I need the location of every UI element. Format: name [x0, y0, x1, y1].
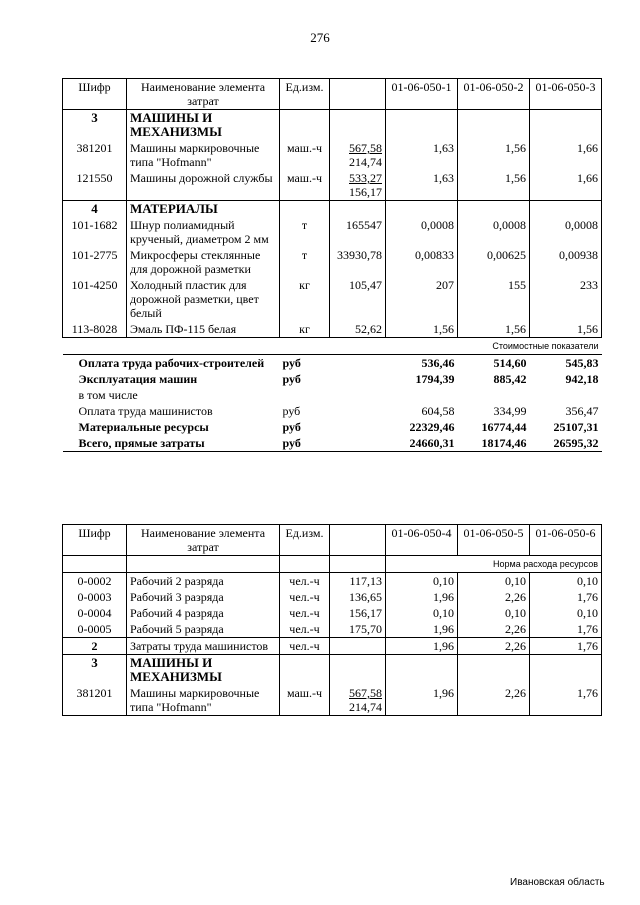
row-unit: т [280, 217, 330, 247]
row-value-2: 0,0008 [458, 217, 530, 247]
row-value-2: 1,56 [458, 140, 530, 170]
row-value-5: 2,26 [458, 685, 530, 716]
price-bottom: 214,74 [349, 155, 382, 169]
cost-value-3 [530, 387, 602, 403]
row-code: 113-8028 [63, 321, 127, 338]
cost-row [63, 435, 602, 452]
row-value-6: 1,76 [530, 621, 602, 638]
cost-name: Эксплуатация машин [78, 372, 198, 386]
cost-value-1 [386, 387, 458, 403]
resource-table-1 [62, 78, 602, 452]
cost-value-2: 514,60 [493, 356, 527, 370]
resource-table-2 [62, 524, 602, 716]
row-name: Рабочий 4 разряда [127, 605, 280, 621]
row-value-1: 1,56 [386, 321, 458, 338]
row-value-4: 0,10 [386, 573, 458, 590]
table-header-row [63, 79, 602, 110]
col-header-name: Наименование элемента затрат [127, 79, 280, 110]
section-header-row [63, 110, 602, 141]
col-header-2: 01-06-050-2 [458, 79, 530, 110]
cost-value-2 [458, 387, 530, 403]
section-header-row [63, 201, 602, 218]
cost-value-1: 536,46 [421, 356, 455, 370]
row-value-2: 1,56 [458, 321, 530, 338]
section-code: 3 [63, 655, 127, 686]
row-unit: чел.-ч [280, 589, 330, 605]
cost-indicators-label: Стоимостные показатели [63, 338, 602, 355]
row-price [330, 140, 386, 170]
cost-name: Оплата труда машинистов [78, 404, 213, 418]
table-row [63, 685, 602, 716]
cost-value-1: 22329,46 [409, 420, 455, 434]
row-unit: чел.-ч [280, 621, 330, 638]
cost-row [63, 419, 602, 435]
row-value-6: 1,76 [530, 638, 602, 655]
table-row [63, 321, 602, 338]
cost-name: в том числе [78, 388, 138, 402]
row-unit: кг [280, 321, 330, 338]
cost-value-2: 18174,46 [458, 435, 530, 452]
row-price: 105,47 [330, 277, 386, 321]
row-name: Рабочий 2 разряда [127, 573, 280, 590]
table-row [63, 573, 602, 590]
col-header-unit: Ед.изм. [280, 79, 330, 110]
row-value-6: 0,10 [530, 605, 602, 621]
col-header-code: Шифр [63, 79, 127, 110]
table-row [63, 589, 602, 605]
row-code: 381201 [63, 685, 127, 716]
col-header-3: 01-06-050-3 [530, 79, 602, 110]
col-header-code: Шифр [63, 525, 127, 556]
row-name: Затраты труда машинистов [127, 638, 280, 655]
row-value-2: 0,00625 [458, 247, 530, 277]
table-row [63, 621, 602, 638]
price-top: 533,27 [349, 171, 382, 185]
cost-value-3: 356,47 [565, 404, 599, 418]
row-name: Шнур полиамидный крученый, диаметром 2 мм [127, 217, 280, 247]
row-code: 0-0003 [63, 589, 127, 605]
norm-label-row [63, 556, 602, 573]
row-code: 0-0004 [63, 605, 127, 621]
row-unit: маш.-ч [280, 140, 330, 170]
row-price: 33930,78 [330, 247, 386, 277]
row-code: 101-4250 [63, 277, 127, 321]
cost-unit: руб [282, 420, 301, 434]
col-header-price [330, 525, 386, 556]
row-value-4: 1,96 [386, 589, 458, 605]
row-value-1: 0,00833 [386, 247, 458, 277]
cost-unit: руб [280, 435, 330, 452]
row-name: Рабочий 5 разряда [127, 621, 280, 638]
cost-value-3: 545,83 [565, 356, 599, 370]
row-code: 101-1682 [63, 217, 127, 247]
cost-name: Оплата труда рабочих-строителей [78, 356, 265, 370]
cost-name: Всего, прямые затраты [63, 435, 280, 452]
cost-unit [280, 387, 330, 403]
row-name: Машины маркировочные типа "Hofmann" [127, 140, 280, 170]
table-row [63, 140, 602, 170]
row-name: Микросферы стеклянные для дорожной разметки [127, 247, 280, 277]
row-unit: чел.-ч [280, 638, 330, 655]
row-value-3: 233 [530, 277, 602, 321]
col-header-price [330, 79, 386, 110]
row-value-1: 1,63 [386, 170, 458, 201]
col-header-4: 01-06-050-4 [386, 525, 458, 556]
cost-value-1: 604,58 [421, 404, 455, 418]
price-bottom: 214,74 [349, 700, 382, 714]
row-code: 101-2775 [63, 247, 127, 277]
price-top: 567,58 [349, 141, 382, 155]
col-header-unit: Ед.изм. [280, 525, 330, 556]
row-name: Рабочий 3 разряда [127, 589, 280, 605]
row-value-1: 0,0008 [386, 217, 458, 247]
table-row [63, 217, 602, 247]
row-unit: т [280, 247, 330, 277]
table-row [63, 247, 602, 277]
col-header-5: 01-06-050-5 [458, 525, 530, 556]
row-code: 381201 [63, 140, 127, 170]
cost-value-3: 942,18 [565, 372, 599, 386]
row-value-6: 1,76 [530, 685, 602, 716]
row-price: 117,13 [330, 573, 386, 590]
norm-label: Норма расхода ресурсов [386, 556, 602, 573]
row-value-3: 0,00938 [530, 247, 602, 277]
cost-value-2: 885,42 [493, 372, 527, 386]
price-top: 567,58 [349, 686, 382, 700]
cost-unit: руб [282, 404, 301, 418]
row-value-1: 207 [386, 277, 458, 321]
section-title: МАШИНЫ И МЕХАНИЗМЫ [127, 655, 280, 686]
row-value-4: 1,96 [386, 685, 458, 716]
row-name: Эмаль ПФ-115 белая [127, 321, 280, 338]
cost-value-1: 1794,39 [415, 372, 455, 386]
labor-row [63, 638, 602, 655]
row-unit: маш.-ч [280, 685, 330, 716]
cost-row [63, 403, 602, 419]
row-code: 0-0005 [63, 621, 127, 638]
col-header-6: 01-06-050-6 [530, 525, 602, 556]
row-unit: чел.-ч [280, 573, 330, 590]
row-value-5: 0,10 [458, 605, 530, 621]
row-value-2: 155 [458, 277, 530, 321]
cost-row [63, 387, 602, 403]
col-header-name: Наименование элемента затрат [127, 525, 280, 556]
cost-indicators-label-row [63, 338, 602, 355]
row-value-4: 1,96 [386, 621, 458, 638]
price-bottom: 156,17 [349, 185, 382, 199]
col-header-1: 01-06-050-1 [386, 79, 458, 110]
cost-value-1: 24660,31 [386, 435, 458, 452]
row-price: 165547 [330, 217, 386, 247]
row-price: 156,17 [330, 605, 386, 621]
section-code: 4 [63, 201, 127, 218]
cost-row [63, 371, 602, 387]
row-value-5: 2,26 [458, 589, 530, 605]
row-unit: маш.-ч [280, 170, 330, 201]
row-value-3: 1,66 [530, 170, 602, 201]
row-value-4: 1,96 [386, 638, 458, 655]
cost-value-2: 334,99 [493, 404, 527, 418]
row-price: 136,65 [330, 589, 386, 605]
cost-value-3: 25107,31 [553, 420, 599, 434]
cost-row [63, 355, 602, 372]
row-value-3: 1,56 [530, 321, 602, 338]
table-row [63, 277, 602, 321]
section-title: МАШИНЫ И МЕХАНИЗМЫ [127, 110, 280, 141]
region-footer: Ивановская область [510, 877, 605, 888]
row-price [330, 685, 386, 716]
row-price: 175,70 [330, 621, 386, 638]
row-value-4: 0,10 [386, 605, 458, 621]
page-number: 276 [310, 30, 330, 45]
row-value-6: 0,10 [530, 573, 602, 590]
section-code: 3 [63, 110, 127, 141]
row-code: 121550 [63, 170, 127, 201]
section-header-row [63, 655, 602, 686]
table-row [63, 170, 602, 201]
table-row [63, 605, 602, 621]
row-value-3: 0,0008 [530, 217, 602, 247]
row-code: 2 [63, 638, 127, 655]
row-unit: чел.-ч [280, 605, 330, 621]
row-code: 0-0002 [63, 573, 127, 590]
row-value-3: 1,66 [530, 140, 602, 170]
row-price [330, 170, 386, 201]
row-price: 52,62 [330, 321, 386, 338]
row-value-5: 2,26 [458, 638, 530, 655]
row-value-5: 0,10 [458, 573, 530, 590]
row-name: Машины маркировочные типа "Hofmann" [127, 685, 280, 716]
row-value-2: 1,56 [458, 170, 530, 201]
row-name: Машины дорожной службы [127, 170, 280, 201]
cost-unit: руб [282, 356, 301, 370]
table-header-row [63, 525, 602, 556]
row-name: Холодный пластик для дорожной разметки, цвет белый [127, 277, 280, 321]
row-value-1: 1,63 [386, 140, 458, 170]
row-value-5: 2,26 [458, 621, 530, 638]
cost-name: Материальные ресурсы [78, 420, 209, 434]
section-title: МАТЕРИАЛЫ [127, 201, 280, 218]
cost-value-2: 16774,44 [481, 420, 527, 434]
cost-unit: руб [282, 372, 301, 386]
row-value-6: 1,76 [530, 589, 602, 605]
cost-value-3: 26595,32 [530, 435, 602, 452]
row-unit: кг [280, 277, 330, 321]
